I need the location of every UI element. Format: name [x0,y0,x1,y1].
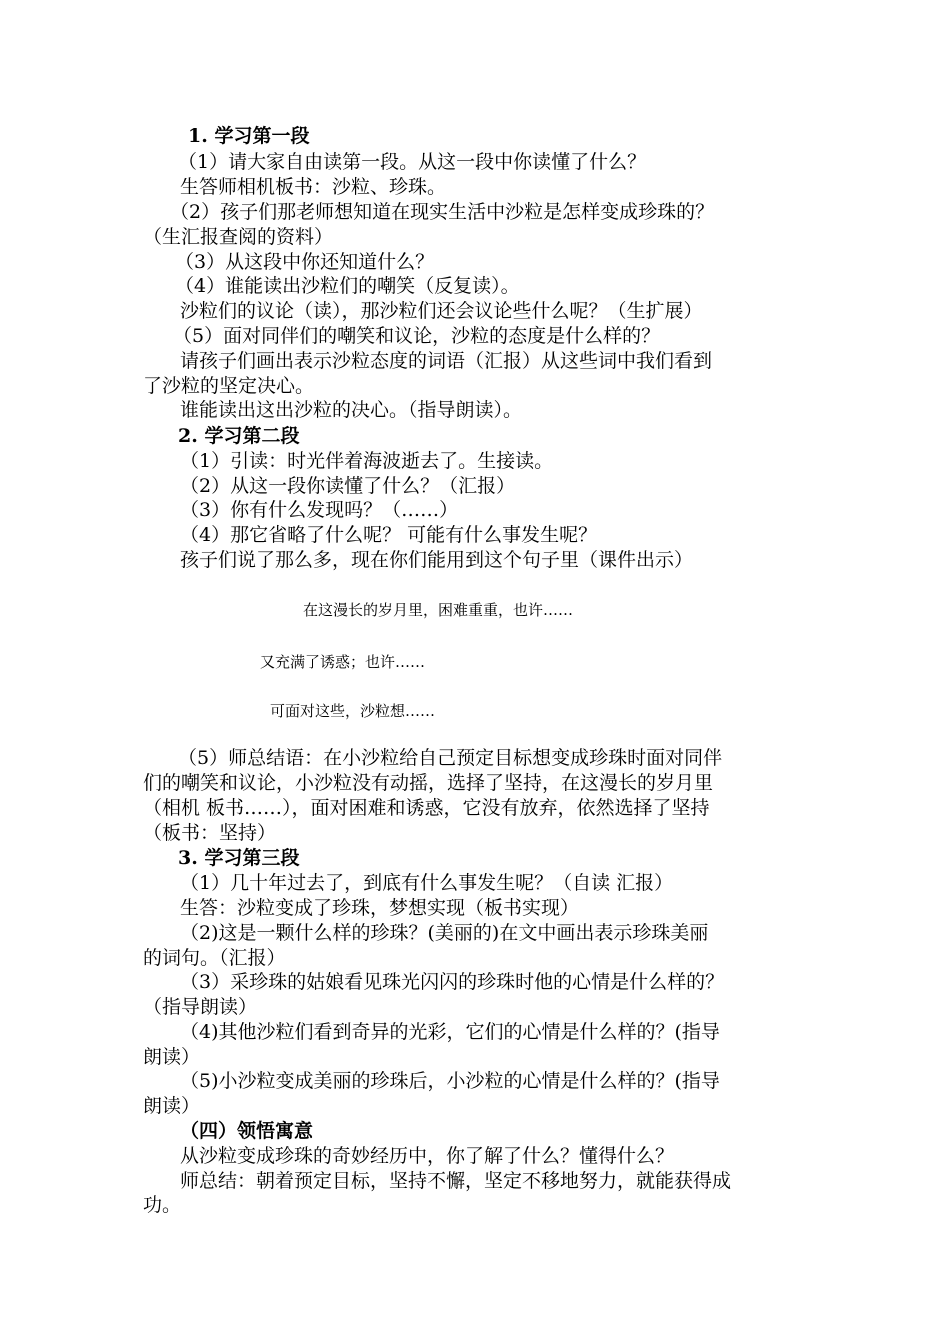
paragraph-line: （2)这是一颗什么样的珍珠？(美丽的)在文中画出表示珍珠美丽 [180,922,709,944]
paragraph-line: （4）那它省略了什么呢？ 可能有什么事发生呢？ [180,524,598,546]
paragraph-line: （指导朗读） [143,996,258,1018]
paragraph-line: 朗读） [143,1046,201,1068]
paragraph-line: 的词句。（汇报） [143,947,286,969]
paragraph-line: （5）师总结语：在小沙粒给自己预定目标想变成珍珠时面对同伴 [178,747,723,769]
paragraph-line: （4）谁能读出沙粒们的嘲笑（反复读）。 [175,275,520,297]
paragraph-line: （5）面对同伴们的嘲笑和议论，沙粒的态度是什么样的？ [173,325,661,347]
paragraph-line: （1）几十年过去了，到底有什么事发生呢？（自读 汇报） [180,872,674,894]
paragraph-line: （生汇报查阅的资料） [143,226,334,248]
section-3-heading: 3. 学习第三段 [178,847,300,869]
paragraph-line: （3）采珍珠的姑娘看见珠光闪闪的珍珠时他的心情是什么样的？ [180,971,725,993]
paragraph-line: 生答：沙粒变成了珍珠，梦想实现（板书实现） [180,897,580,919]
paragraph-line: （2）从这一段你读懂了什么？（汇报） [180,475,516,497]
section-4-heading: （四）领悟寓意 [180,1120,314,1142]
paragraph-line: 了沙粒的坚定决心。 [143,375,315,397]
paragraph-line: 请孩子们画出表示沙粒态度的词语（汇报）从这些词中我们看到 [180,350,713,372]
paragraph-line: 生答师相机板书：沙粒、珍珠。 [180,176,447,198]
paragraph-line: （4)其他沙粒们看到奇异的光彩，它们的心情是什么样的？(指导 [180,1021,720,1043]
paragraph-line: 孩子们说了那么多，现在你们能用到这个句子里（课件出示） [180,549,694,571]
paragraph-line: 师总结：朝着预定目标，坚持不懈，坚定不移地努力，就能获得成 [180,1170,732,1192]
paragraph-line: 谁能读出这出沙粒的决心。（指导朗读）。 [180,399,523,421]
slide-line: 在这漫长的岁月里，困难重重，也许…… [303,601,574,619]
paragraph-line: （1）请大家自由读第一段。从这一段中你读懂了什么？ [178,151,647,173]
paragraph-line: （2）孩子们那老师想知道在现实生活中沙粒是怎样变成珍珠的？ [170,201,715,223]
slide-line: 可面对这些，沙粒想…… [270,702,436,720]
paragraph-line: （1）引读：时光伴着海波逝去了。生接读。 [180,450,554,472]
paragraph-line: 功。 [143,1194,182,1216]
paragraph-line: （3）从这段中你还知道什么？ [175,251,435,273]
paragraph-line: （相机 板书……），面对困难和诱惑，它没有放弃，依然选择了坚持 [143,797,710,819]
paragraph-line: （5)小沙粒变成美丽的珍珠后，小沙粒的心情是什么样的？(指导 [180,1070,720,1092]
paragraph-line: （板书：坚持） [143,822,277,844]
section-2-heading: 2. 学习第二段 [178,425,300,447]
paragraph-line: 从沙粒变成珍珠的奇妙经历中，你了解了什么？懂得什么？ [180,1145,675,1167]
paragraph-line: （3）你有什么发现吗？（……） [180,499,459,521]
slide-line: 又充满了诱惑；也许…… [260,653,426,671]
paragraph-line: 沙粒们的议论（读），那沙粒们还会议论些什么呢？（生扩展） [180,300,703,322]
paragraph-line: 朗读） [143,1095,201,1117]
section-1-heading: 1. 学习第一段 [188,125,310,147]
paragraph-line: 们的嘲笑和议论，小沙粒没有动摇，选择了坚持，在这漫长的岁月里 [143,772,714,794]
